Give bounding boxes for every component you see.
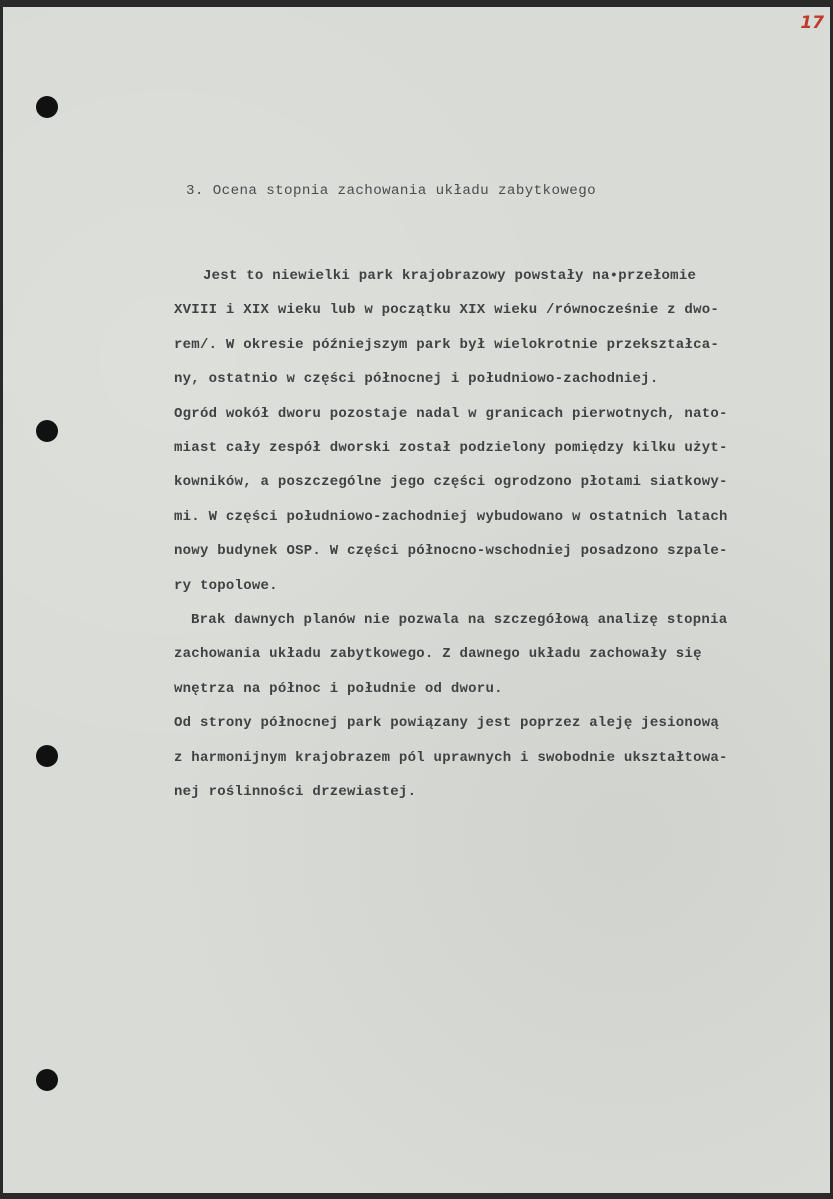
text-line: nowy budynek OSP. W części północno-wschodniej posadzono szpale- [174, 543, 728, 560]
text-line: kowników, a poszczególne jego części ogrodzono płotami siatkowy- [174, 474, 728, 491]
document-page [3, 7, 830, 1193]
section-heading: 3. Ocena stopnia zachowania układu zabytkowego [186, 183, 597, 199]
punch-hole [36, 420, 58, 442]
text-line: rem/. W okresie późniejszym park był wielokrotnie przekształca- [174, 336, 720, 353]
text-line: Ogród wokół dworu pozostaje nadal w granicach pierwotnych, nato- [174, 405, 728, 422]
text-line: nej roślinności drzewiastej. [174, 784, 417, 801]
text-line: XVIII i XIX wieku lub w początku XIX wieku /równocześnie z dwo- [174, 302, 720, 319]
text-line: ry topolowe. [174, 577, 278, 594]
text-line: miast cały zespół dworski został podzielony pomiędzy kilku użyt- [174, 440, 728, 457]
text-line: Od strony północnej park powiązany jest poprzez aleję jesionową [174, 715, 720, 732]
punch-hole [36, 1069, 58, 1091]
text-line: Jest to niewielki park krajobrazowy powstały na•przełomie [203, 268, 697, 284]
text-line: wnętrza na północ i południe od dworu. [174, 680, 503, 697]
text-line: ny, ostatnio w części północnej i południowo-zachodniej. [174, 371, 659, 388]
body-text [174, 259, 826, 810]
punch-hole [36, 745, 58, 767]
text-line: Brak dawnych planów nie pozwala na szczegółową analizę stopnia [191, 612, 728, 629]
page-number: 17 [800, 13, 824, 33]
text-line: zachowania układu zabytkowego. Z dawnego układu zachowały się [174, 646, 702, 663]
text-line: mi. W części południowo-zachodniej wybudowano w ostatnich latach [174, 508, 728, 525]
punch-hole [36, 96, 58, 118]
text-line: z harmonijnym krajobrazem pól uprawnych i swobodnie ukształtowa- [174, 749, 728, 766]
